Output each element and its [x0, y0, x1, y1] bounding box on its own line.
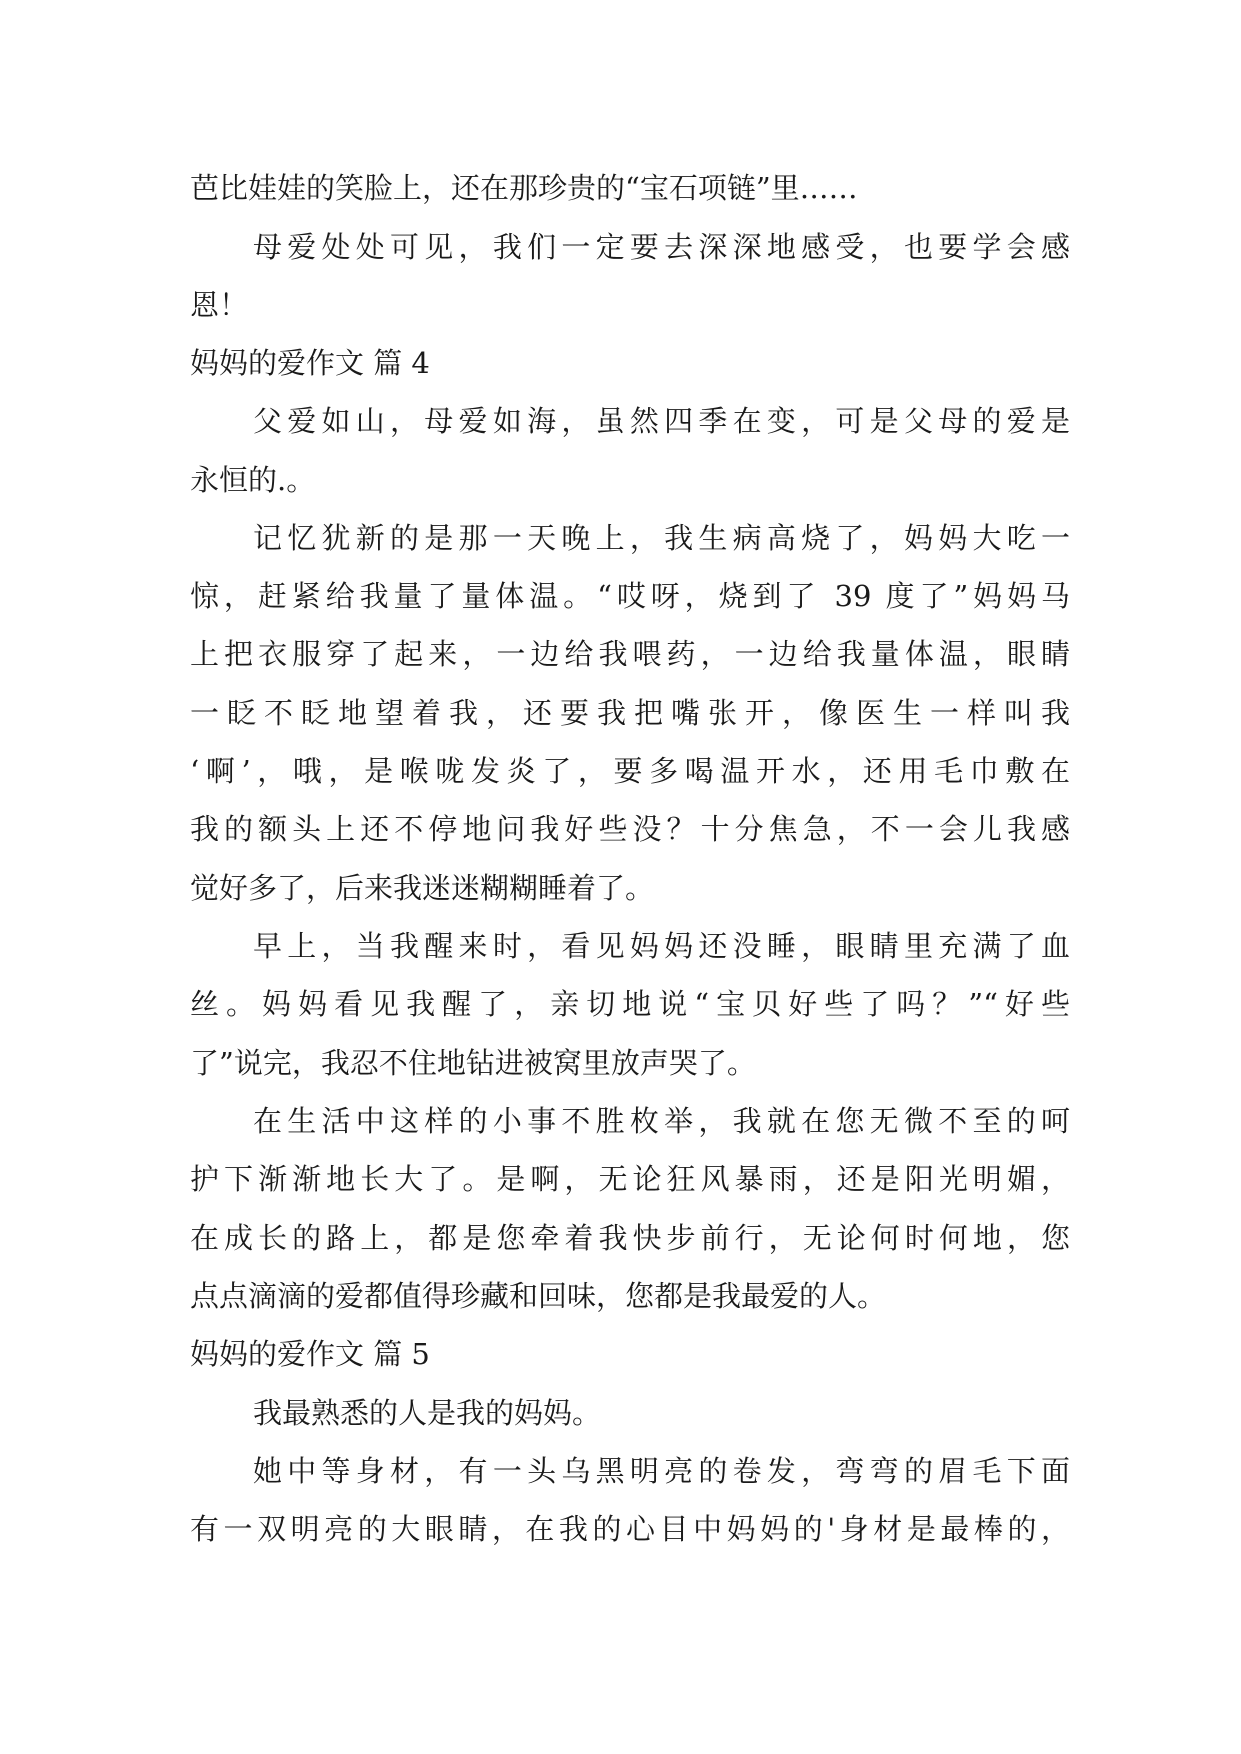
text-line: 她中等身材，有一头乌黑明亮的卷发，弯弯的眉毛下面 — [253, 1454, 1070, 1488]
text-line: 母爱处处可见，我们一定要去深深地感受，也要学会感 — [253, 230, 1070, 264]
text-line: 惊，赶紧给我量了量体温。“哎呀，烧到了 39 度了”妈妈马 — [190, 579, 1070, 613]
text-line: 点点滴滴的爱都值得珍藏和回味，您都是我最爱的人。 — [190, 1279, 887, 1313]
text-line: 在生活中这样的小事不胜枚举，我就在您无微不至的呵 — [253, 1104, 1070, 1138]
text-line: 记忆犹新的是那一天晚上，我生病高烧了，妈妈大吃一 — [253, 521, 1070, 555]
text-line: 芭比娃娃的笑脸上，还在那珍贵的“宝石项链”里…… — [190, 171, 858, 205]
text-line: 早上，当我醒来时，看见妈妈还没睡，眼睛里充满了血 — [253, 929, 1070, 963]
text-line: 护下渐渐地长大了。是啊，无论狂风暴雨，还是阳光明媚， — [190, 1162, 1070, 1196]
text-line: 有一双明亮的大眼睛，在我的心目中妈妈的'身材是最棒的， — [190, 1512, 1070, 1546]
text-line: 了”说完，我忍不住地钻进被窝里放声哭了。 — [190, 1046, 756, 1080]
text-line: 上把衣服穿了起来，一边给我喂药，一边给我量体温，眼睛 — [190, 637, 1070, 671]
text-line: 恩！ — [190, 288, 249, 322]
text-line: 父爱如山，母爱如海，虽然四季在变，可是父母的爱是 — [253, 404, 1070, 438]
text-line: 我的额头上还不停地问我好些没？十分焦急，不一会儿我感 — [190, 812, 1070, 846]
text-line: 我最熟悉的人是我的妈妈。 — [253, 1396, 602, 1430]
text-line: 丝。妈妈看见我醒了，亲切地说“宝贝好些了吗？”“好些 — [190, 987, 1070, 1021]
text-line: 一眨不眨地望着我，还要我把嘴张开，像医生一样叫我 — [190, 696, 1070, 730]
text-line: 在成长的路上，都是您牵着我快步前行，无论何时何地，您 — [190, 1221, 1070, 1255]
text-line: 觉好多了，后来我迷迷糊糊睡着了。 — [190, 871, 655, 905]
text-line: 永恒的.。 — [190, 463, 316, 497]
section-heading: 妈妈的爱作文 篇 4 — [190, 346, 430, 380]
section-heading: 妈妈的爱作文 篇 5 — [190, 1337, 430, 1371]
text-line: ‘啊’，哦，是喉咙发炎了，要多喝温开水，还用毛巾敷在 — [190, 754, 1070, 788]
